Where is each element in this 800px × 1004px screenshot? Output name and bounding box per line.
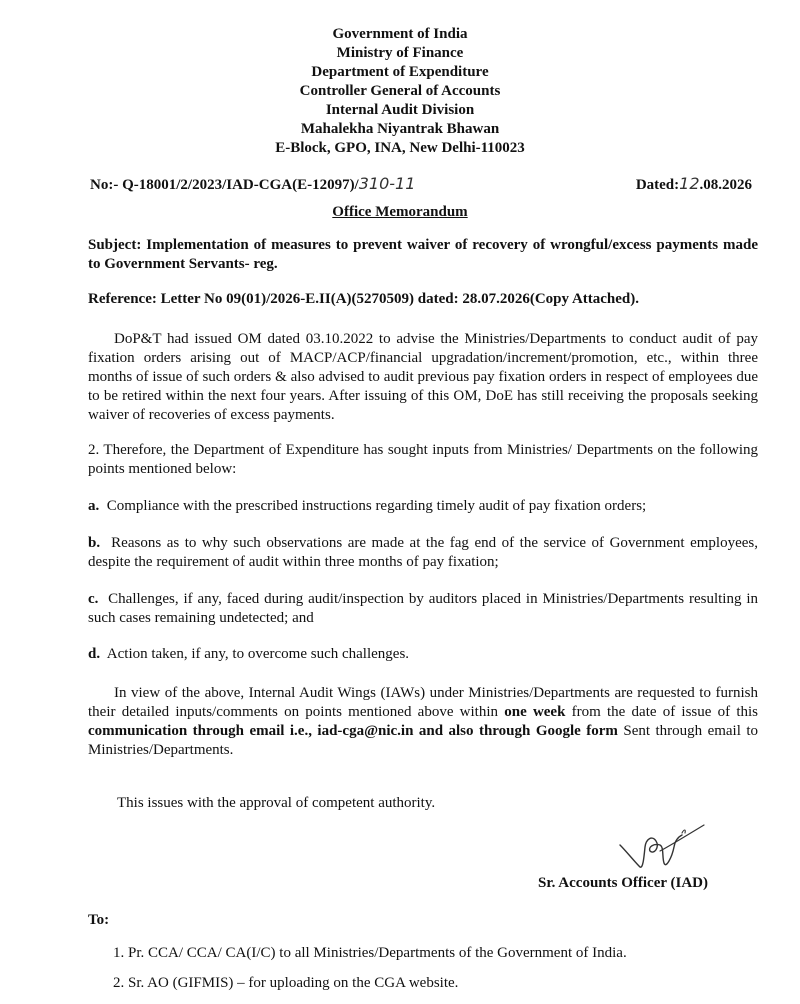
point-d-text: Action taken, if any, to overcome such challenges.: [106, 646, 410, 662]
letterhead-line-division: Internal Audit Division: [325, 102, 475, 118]
reference-line: Reference: Letter No 09(01)/2026-E.II(A)(5270509) dated: 28.07.2026(Copy Attached).: [88, 291, 640, 307]
letterhead-line-government: Government of India: [332, 26, 468, 42]
subject-line: Subject: Implementation of measures to prevent waiver of recovery of wrongful/excess payments made to Government Servants- reg.: [88, 237, 758, 272]
handwritten-dispatch-number: 310-11: [358, 174, 416, 193]
point-c-label: c.: [88, 591, 99, 607]
recipients-list: [113, 944, 627, 1004]
document-title: [0, 204, 800, 221]
paragraph-2: 2. Therefore, the Department of Expenditure has sought inputs from Ministries/ Departments on the following points mentioned below:: [88, 442, 758, 477]
date-line: [636, 174, 752, 194]
paragraph-3-part-1: In view of the above, Internal Audit Wings (IAWs) under Ministries/Departments are requested to furnish their detailed inputs/comments on points mentioned above within: [88, 685, 758, 720]
handwritten-day: 12: [679, 174, 700, 193]
letterhead-line-ministry: Ministry of Finance: [336, 45, 464, 61]
reference-number: [90, 174, 415, 194]
letterhead-line-building: Mahalekha Niyantrak Bhawan: [300, 121, 500, 137]
letterhead-line-department: Department of Expenditure: [311, 64, 489, 80]
recipients-label: To:: [88, 912, 110, 928]
point-c-text: Challenges, if any, faced during audit/inspection by auditors placed in Ministries/Departments resulting in such cases remaining undetected; and: [88, 591, 758, 626]
point-b: [88, 534, 758, 572]
recipient-item: 2. Sr. AO (GIFMIS) – for uploading on the CGA website.: [113, 975, 459, 991]
paragraph-3-part-2: from the date of issue of this: [565, 704, 758, 720]
point-d: [88, 645, 758, 664]
signatory-designation: Sr. Accounts Officer (IAD): [538, 875, 708, 891]
approval-statement: This issues with the approval of competent authority.: [117, 795, 436, 811]
point-d-label: d.: [88, 646, 101, 662]
handwritten-signature: [612, 817, 712, 877]
paragraph-3-part-3: Sent through email to Ministries/Departments.: [88, 723, 758, 758]
paragraph-3: [88, 684, 758, 760]
dated-month-year: .08.2026: [699, 177, 752, 193]
reference-number-text: No:- Q-18001/2/2023/IAD-CGA(E-12097)/: [90, 177, 359, 193]
letterhead-line-address: E-Block, GPO, INA, New Delhi-110023: [275, 140, 525, 156]
recipient-item: 1. Pr. CCA/ CCA/ CA(I/C) to all Ministries/Departments of the Government of India.: [113, 945, 627, 961]
paragraph-3-email-instruction: communication through email i.e., iad-cga@nic.in and also through Google form: [88, 723, 618, 739]
letterhead-line-cga: Controller General of Accounts: [299, 83, 501, 99]
paragraph-3-deadline: one week: [504, 704, 566, 720]
paragraph-1: DoP&T had issued OM dated 03.10.2022 to advise the Ministries/Departments to conduct audit of pay fixation orders arising out of MACP/ACP/financial upgradation/increment/promotion, etc., within three months of issue of such orders & also advised to audit previous pay fixation orders in respect of employees due to be retired within the next four years. After issuing of this OM, DoE has still receiving the proposals seeking waiver of recoveries of excess payments.: [88, 331, 758, 423]
dated-label: Dated:: [635, 177, 680, 193]
point-b-label: b.: [88, 535, 101, 551]
point-a-text: Compliance with the prescribed instructions regarding timely audit of pay fixation orders;: [106, 498, 647, 514]
document-title-text: Office Memorandum: [332, 204, 468, 220]
point-a: [88, 497, 758, 516]
point-c: [88, 590, 758, 628]
point-b-text: Reasons as to why such observations are made at the fag end of the service of Government employees, despite the requirement of audit within three months of pay fixation;: [88, 535, 758, 570]
point-a-label: a.: [88, 498, 100, 514]
letterhead: [0, 25, 800, 158]
